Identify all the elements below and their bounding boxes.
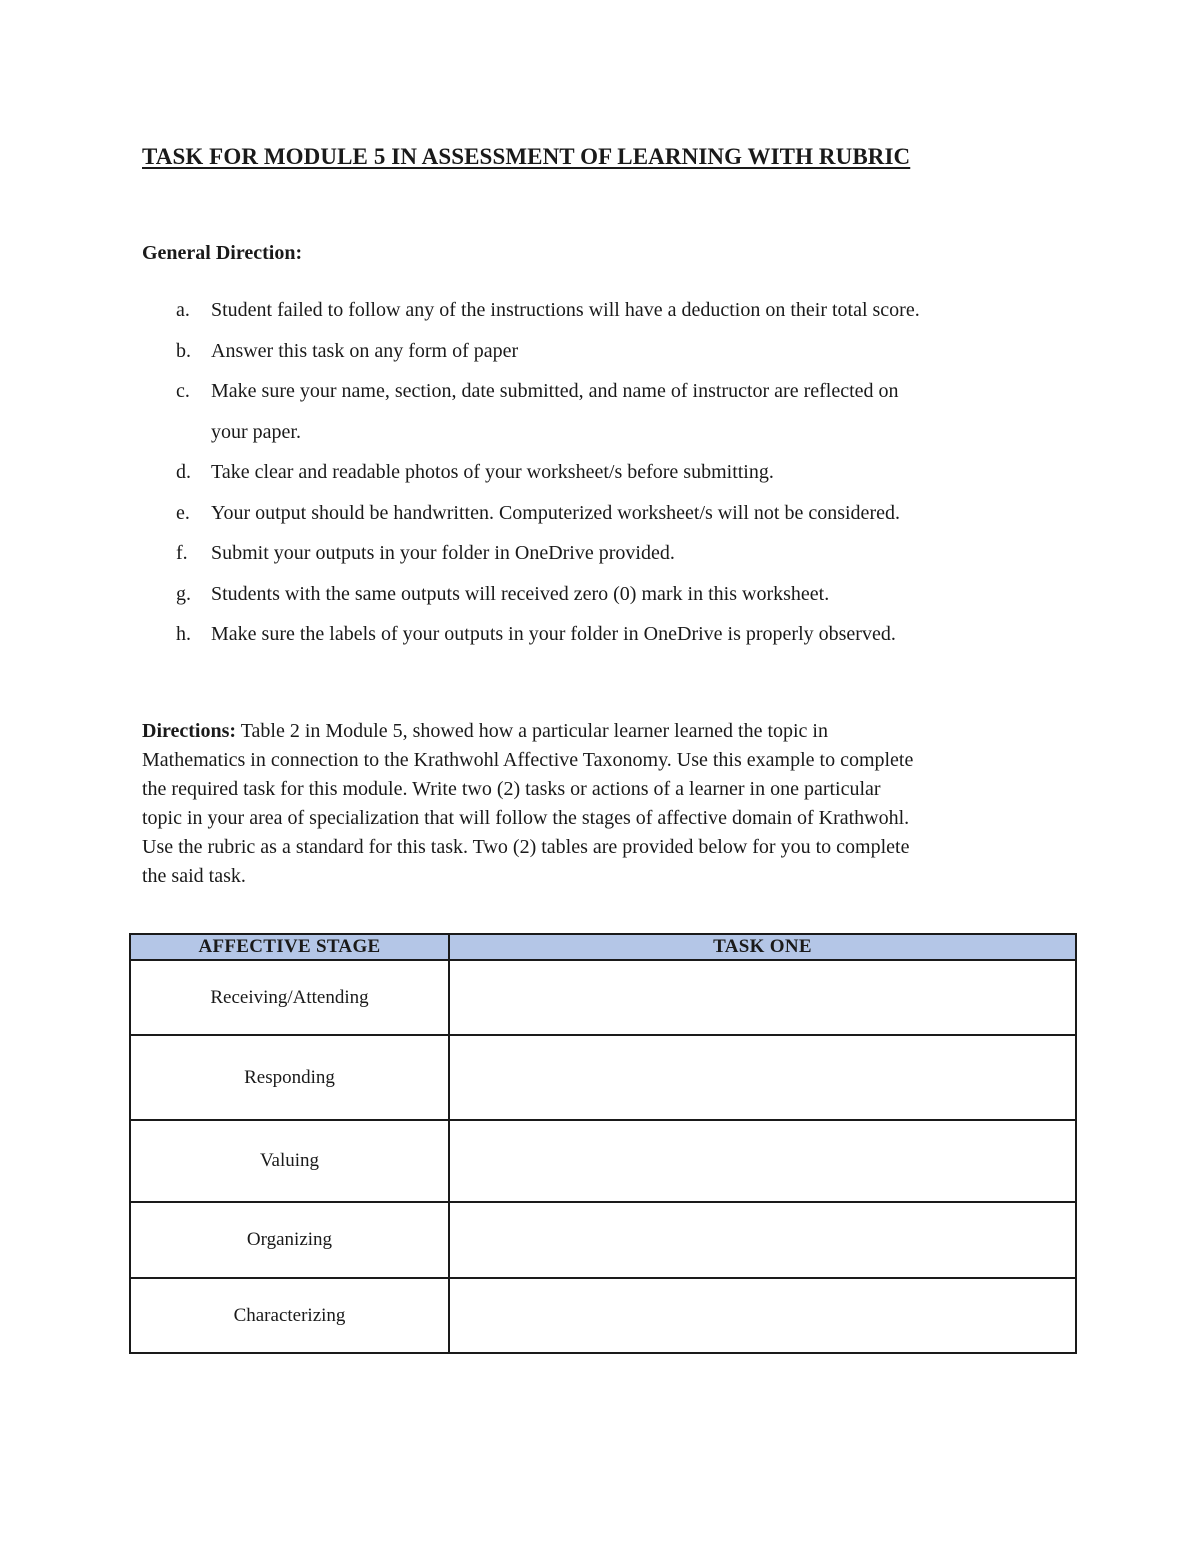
directions-line: the required task for this module. Write two (2) tasks or actions of a learner in one particular: [142, 778, 881, 800]
instruction-text: Make sure your name, section, date submitted, and name of instructor are reflected on: [211, 380, 899, 402]
instruction-text: Students with the same outputs will received zero (0) mark in this worksheet.: [211, 583, 830, 605]
task-cell[interactable]: [449, 1202, 1076, 1278]
stage-cell: Receiving/Attending: [130, 960, 449, 1035]
directions-line: topic in your area of specialization that will follow the stages of affective domain of Krathwohl.: [142, 807, 910, 829]
task-cell[interactable]: [449, 1035, 1076, 1120]
instruction-letter: c.: [176, 380, 190, 402]
instruction-letter: d.: [176, 461, 191, 483]
instruction-letter: g.: [176, 583, 191, 605]
page-title: TASK FOR MODULE 5 IN ASSESSMENT OF LEARNING WITH RUBRIC: [142, 144, 911, 169]
instruction-text: Submit your outputs in your folder in OneDrive provided.: [211, 542, 675, 564]
directions-line: [142, 717, 1062, 746]
general-direction-heading: General Direction:: [142, 242, 303, 264]
instruction-letter: b.: [176, 340, 191, 362]
instruction-letter: e.: [176, 502, 190, 524]
stage-cell: Characterizing: [130, 1278, 449, 1353]
directions-label: Directions:: [142, 720, 237, 742]
directions-text: Table 2 in Module 5, showed how a particular learner learned the topic in: [236, 720, 828, 742]
instruction-text: Make sure the labels of your outputs in your folder in OneDrive is properly observed.: [211, 623, 896, 645]
header-affective-stage: AFFECTIVE STAGE: [130, 934, 449, 960]
directions-paragraph: [142, 717, 1062, 891]
instruction-text: your paper.: [211, 421, 301, 443]
table-row: [130, 1035, 1076, 1120]
table-row: [130, 1202, 1076, 1278]
instruction-text: Your output should be handwritten. Computerized worksheet/s will not be considered.: [211, 502, 900, 524]
stage-cell: Responding: [130, 1035, 449, 1120]
instruction-text: Take clear and readable photos of your worksheet/s before submitting.: [211, 461, 774, 483]
instruction-letter: h.: [176, 623, 191, 645]
header-task-one: TASK ONE: [449, 934, 1076, 960]
table-row: [130, 960, 1076, 1035]
affective-stage-table: [129, 933, 1077, 1354]
table-row: [130, 1278, 1076, 1353]
instruction-letter: f.: [176, 542, 188, 564]
stage-cell: Valuing: [130, 1120, 449, 1202]
table-header-row: [130, 934, 1076, 960]
stage-cell: Organizing: [130, 1202, 449, 1278]
directions-line: Use the rubric as a standard for this task. Two (2) tables are provided below for you to complete: [142, 836, 910, 858]
task-cell[interactable]: [449, 1120, 1076, 1202]
task-cell[interactable]: [449, 1278, 1076, 1353]
table-row: [130, 1120, 1076, 1202]
directions-line: Mathematics in connection to the Krathwohl Affective Taxonomy. Use this example to complete: [142, 749, 914, 771]
task-cell[interactable]: [449, 960, 1076, 1035]
instruction-text: Answer this task on any form of paper: [211, 340, 519, 362]
instruction-text: Student failed to follow any of the instructions will have a deduction on their total score.: [211, 299, 920, 321]
instruction-letter: a.: [176, 299, 190, 321]
directions-line: the said task.: [142, 865, 246, 887]
